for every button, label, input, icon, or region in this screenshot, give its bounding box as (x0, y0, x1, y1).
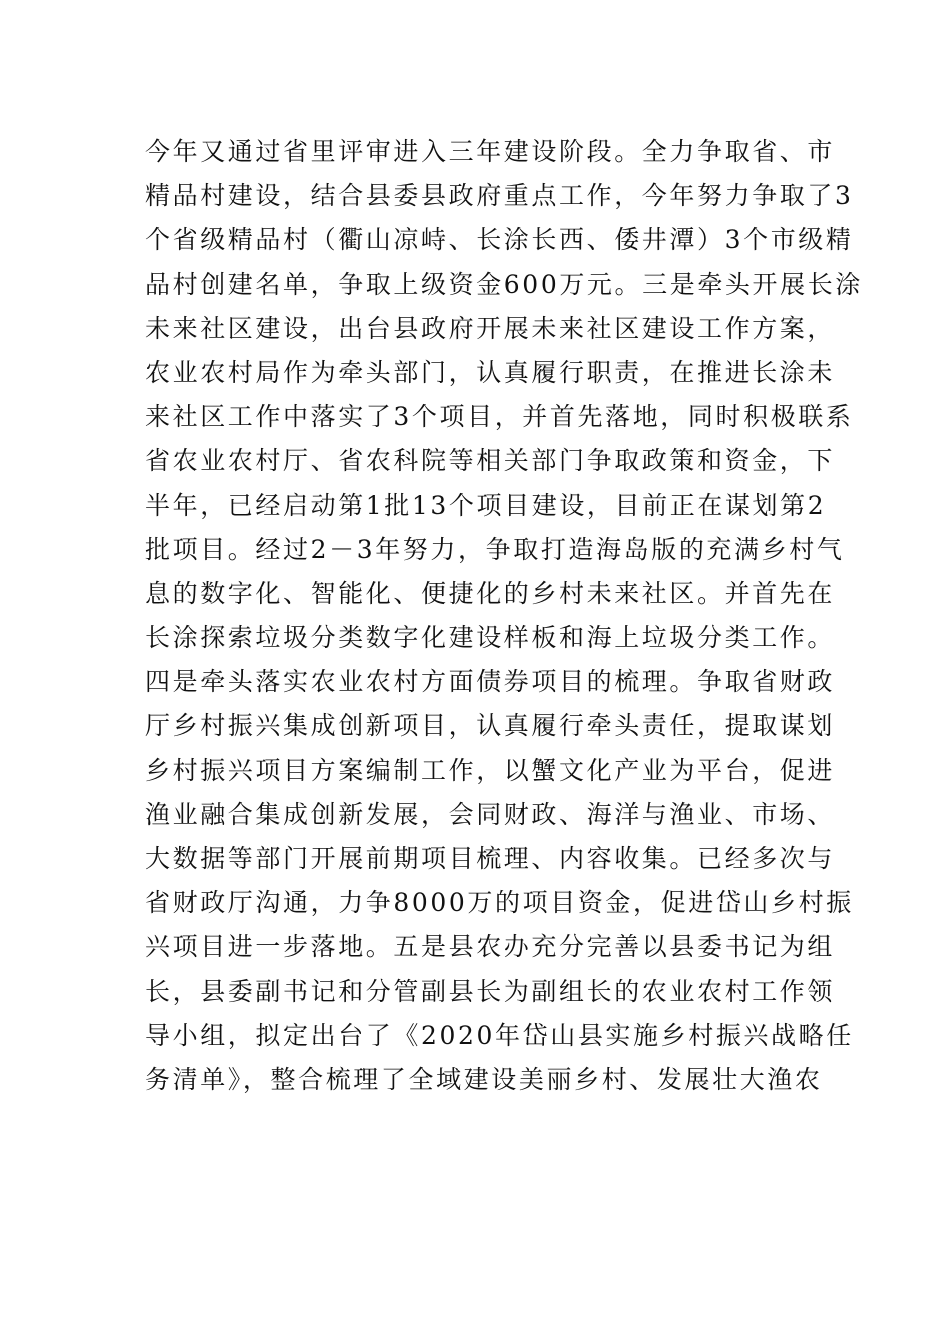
text-line: 半年，已经启动第1批13个项目建设，目前正在谋划第2 (145, 490, 827, 520)
text-line: 未来社区建设，出台县政府开展未来社区建设工作方案， (145, 313, 836, 343)
text-line: 个省级精品村（衢山凉峙、长涂长西、倭井潭）3个市级精 (145, 225, 854, 255)
text-line: 渔业融合集成创新发展，会同财政、海洋与渔业、市场、 (145, 799, 836, 829)
text-line: 今年又通过省里评审进入三年建设阶段。全力争取省、市 (145, 137, 836, 166)
body-text (145, 130, 863, 1102)
text-line: 厅乡村振兴集成创新项目，认真履行牵头责任，提取谋划 (145, 711, 836, 741)
text-line: 精品村建设，结合县委县政府重点工作，今年努力争取了3 (145, 181, 854, 211)
text-line: 兴项目进一步落地。五是县农办充分完善以县委书记为组 (145, 932, 836, 962)
text-line: 务清单》，整合梳理了全域建设美丽乡村、发展壮大渔农 (145, 1064, 823, 1094)
text-line: 乡村振兴项目方案编制工作，以蟹文化产业为平台，促进 (145, 755, 836, 785)
text-line: 长，县委副书记和分管副县长为副组长的农业农村工作领 (145, 976, 836, 1006)
text-line: 大数据等部门开展前期项目梳理、内容收集。已经多次与 (145, 844, 836, 873)
text-line: 品村创建名单，争取上级资金600万元。三是牵头开展长涂 (145, 269, 863, 299)
text-line: 导小组，拟定出台了《2020年岱山县实施乡村振兴战略任 (145, 1020, 854, 1050)
text-line: 省财政厅沟通，力争8000万的项目资金，促进岱山乡村振 (145, 888, 854, 918)
text-line: 四是牵头落实农业农村方面债券项目的梳理。争取省财政 (145, 667, 836, 697)
text-line: 省农业农村厅、省农科院等相关部门争取政策和资金，下 (145, 446, 836, 476)
text-line: 农业农村局作为牵头部门，认真履行职责，在推进长涂未 (145, 357, 836, 387)
text-line: 来社区工作中落实了3个项目，并首先落地，同时积极联系 (145, 402, 854, 432)
text-line: 息的数字化、智能化、便捷化的乡村未来社区。并首先在 (145, 578, 836, 608)
text-line: 批项目。经过2－3年努力，争取打造海岛版的充满乡村气 (145, 534, 845, 564)
text-line: 长涂探索垃圾分类数字化建设样板和海上垃圾分类工作。 (145, 623, 836, 653)
